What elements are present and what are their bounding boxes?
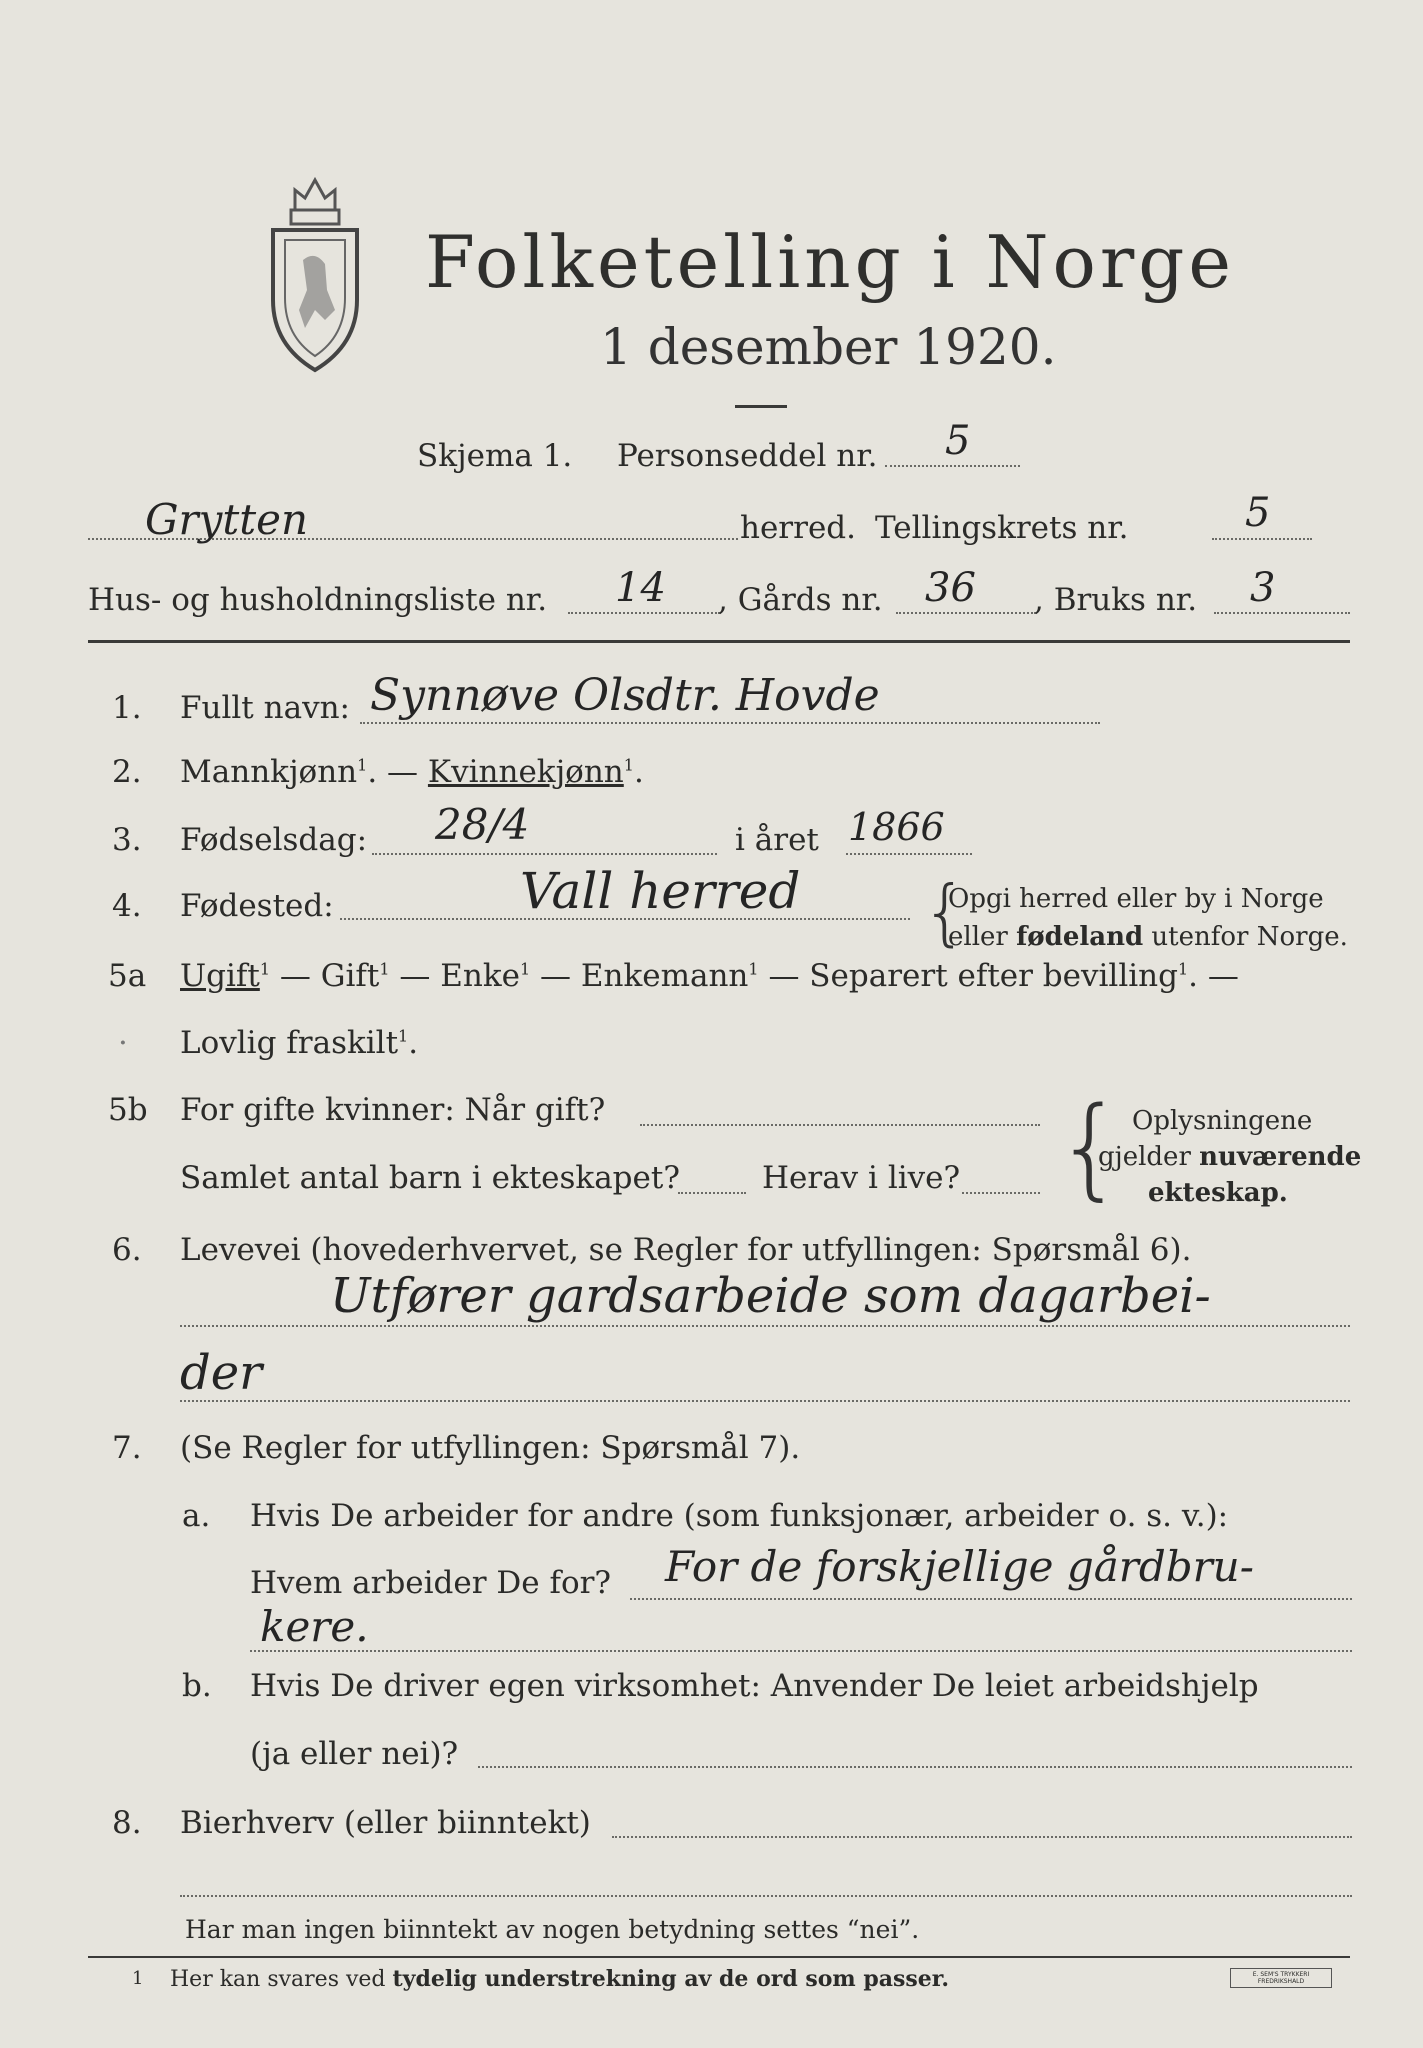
q2-options: Mannkjønn$^1$. — Kvinnekjønn$^1$. bbox=[180, 754, 644, 790]
gards-field[interactable] bbox=[896, 612, 1036, 614]
marriage-note-line1: Oplysningene bbox=[1132, 1106, 1313, 1136]
q3-number: 3. bbox=[112, 822, 142, 858]
q7a-letter: a. bbox=[182, 1498, 211, 1534]
occupation-value-line1: Utfører gardsarbeide som dagarbei- bbox=[330, 1268, 1211, 1324]
skjema-label: Skjema 1. bbox=[417, 438, 573, 474]
enke-option[interactable]: — Enke bbox=[389, 958, 520, 994]
gards-value: 36 bbox=[925, 565, 976, 611]
birthplace-brace: { bbox=[922, 870, 968, 954]
q8-number: 8. bbox=[112, 1805, 142, 1841]
occupation-field-line1[interactable] bbox=[180, 1325, 1350, 1327]
side-income-field-line1[interactable] bbox=[612, 1836, 1352, 1838]
q4-number: 4. bbox=[112, 888, 142, 924]
birthplace-note-line1: Opgi herred eller by i Norge bbox=[948, 884, 1324, 914]
birthday-field[interactable] bbox=[372, 853, 717, 855]
birth-year-field[interactable] bbox=[846, 853, 972, 855]
marital-status-options: Ugift$^1$ — Gift$^1$ — Enke$^1$ — Enkemann$^1$ — Separert efter bevilling$^1$. — bbox=[180, 958, 1239, 994]
hired-help-field[interactable] bbox=[478, 1766, 1352, 1768]
occupation-field-line2[interactable] bbox=[180, 1400, 1350, 1402]
tellingskrets-value: 5 bbox=[1245, 490, 1271, 536]
q5b-label-alive: Herav i live? bbox=[762, 1160, 961, 1196]
title-divider bbox=[735, 405, 787, 408]
tellingskrets-field[interactable] bbox=[1212, 538, 1312, 540]
q4-label: Fødested: bbox=[180, 888, 334, 924]
birthplace-value: Vall herred bbox=[520, 862, 801, 920]
q5a-continuation-dot: · bbox=[118, 1025, 128, 1061]
bruks-label: , Bruks nr. bbox=[1034, 582, 1198, 618]
personseddel-field[interactable] bbox=[885, 465, 1020, 467]
norwegian-coat-of-arms-icon bbox=[255, 160, 375, 380]
female-option[interactable]: Kvinnekjønn bbox=[427, 754, 624, 790]
footer-divider bbox=[88, 1956, 1350, 1958]
q7a-label-line2: Hvem arbeider De for? bbox=[250, 1565, 612, 1601]
footnote-text: Her kan svares ved tydelig understrekning av de ord som passer. bbox=[170, 1966, 950, 1992]
marriage-note-line2: gjelder nuværende bbox=[1098, 1142, 1362, 1172]
q7b-label-line2: (ja eller nei)? bbox=[250, 1736, 459, 1772]
form-title: Folketelling i Norge bbox=[425, 220, 1235, 304]
herred-label: herred. bbox=[740, 510, 856, 546]
enkemann-option[interactable]: — Enkemann bbox=[530, 958, 749, 994]
herred-value: Grytten bbox=[145, 495, 309, 544]
q3-label: Fødselsdag: bbox=[180, 822, 368, 858]
birthplace-note-line2: eller fødeland utenfor Norge. bbox=[948, 922, 1348, 952]
q7a-label-line1: Hvis De arbeider for andre (som funksjonær, arbeider o. s. v.): bbox=[250, 1498, 1229, 1534]
marriage-date-field[interactable] bbox=[640, 1124, 1040, 1126]
q2-number: 2. bbox=[112, 754, 142, 790]
tellingskrets-label: Tellingskrets nr. bbox=[875, 510, 1129, 546]
male-option[interactable]: Mannkjønn bbox=[180, 754, 358, 790]
occupation-value-line2: der bbox=[180, 1345, 263, 1401]
q7b-letter: b. bbox=[182, 1668, 212, 1704]
employer-value-line1: For de forskjellige gårdbru- bbox=[665, 1542, 1254, 1591]
q5b-label-married: For gifte kvinner: Når gift? bbox=[180, 1092, 606, 1128]
full-name-field[interactable] bbox=[360, 722, 1100, 724]
q5b-label-children: Samlet antal barn i ekteskapet? bbox=[180, 1160, 680, 1196]
children-count-field[interactable] bbox=[678, 1192, 746, 1194]
employer-field-line1[interactable] bbox=[630, 1598, 1352, 1600]
q5a-number: 5a bbox=[108, 958, 147, 994]
q7-label: (Se Regler for utfyllingen: Spørsmål 7). bbox=[180, 1430, 801, 1466]
birthday-value: 28/4 bbox=[435, 800, 530, 849]
gards-label: , Gårds nr. bbox=[718, 582, 883, 618]
q7b-label-line1: Hvis De driver egen virksomhet: Anvender De leiet arbeidshjelp bbox=[250, 1668, 1259, 1704]
printer-mark: E. SEM'S TRYKKERI FREDRIKSHALD bbox=[1230, 1968, 1332, 1988]
full-name-value: Synnøve Olsdtr. Hovde bbox=[370, 670, 880, 721]
employer-value-line2: kere. bbox=[260, 1602, 369, 1651]
marriage-note-brace: { bbox=[1055, 1083, 1125, 1211]
ugift-option[interactable]: Ugift bbox=[180, 958, 260, 994]
census-date: 1 desember 1920. bbox=[600, 318, 1057, 376]
separert-option[interactable]: — Separert efter bevilling bbox=[758, 958, 1178, 994]
hus-field[interactable] bbox=[568, 612, 720, 614]
personseddel-label: Personseddel nr. bbox=[617, 438, 878, 474]
employer-field-line2[interactable] bbox=[250, 1650, 1352, 1652]
lovlig-fraskilt-option[interactable]: Lovlig fraskilt$^1$. bbox=[180, 1025, 419, 1061]
bruks-field[interactable] bbox=[1214, 612, 1350, 614]
q7-number: 7. bbox=[112, 1430, 142, 1466]
q6-number: 6. bbox=[112, 1232, 142, 1268]
q1-number: 1. bbox=[112, 690, 142, 726]
hus-value: 14 bbox=[615, 565, 666, 611]
q5b-number: 5b bbox=[108, 1092, 148, 1128]
birth-year-label: i året bbox=[735, 822, 819, 858]
children-alive-field[interactable] bbox=[962, 1192, 1040, 1194]
side-income-field-line2[interactable] bbox=[180, 1895, 1352, 1897]
bruks-value: 3 bbox=[1250, 565, 1276, 611]
side-income-note: Har man ingen biinntekt av nogen betydning settes “nei”. bbox=[185, 1915, 920, 1944]
personseddel-value: 5 bbox=[945, 418, 971, 464]
q1-label: Fullt navn: bbox=[180, 690, 350, 726]
header-divider bbox=[88, 640, 1350, 643]
birth-year-value: 1866 bbox=[848, 805, 945, 849]
footnote-number: 1 bbox=[132, 1968, 144, 1989]
marriage-note-line3: ekteskap. bbox=[1148, 1178, 1288, 1208]
q6-label: Levevei (hovederhvervet, se Regler for utfyllingen: Spørsmål 6). bbox=[180, 1232, 1192, 1268]
q8-label: Bierhverv (eller biinntekt) bbox=[180, 1805, 591, 1841]
gift-option[interactable]: — Gift bbox=[270, 958, 380, 994]
hus-label: Hus- og husholdningsliste nr. bbox=[88, 582, 548, 618]
